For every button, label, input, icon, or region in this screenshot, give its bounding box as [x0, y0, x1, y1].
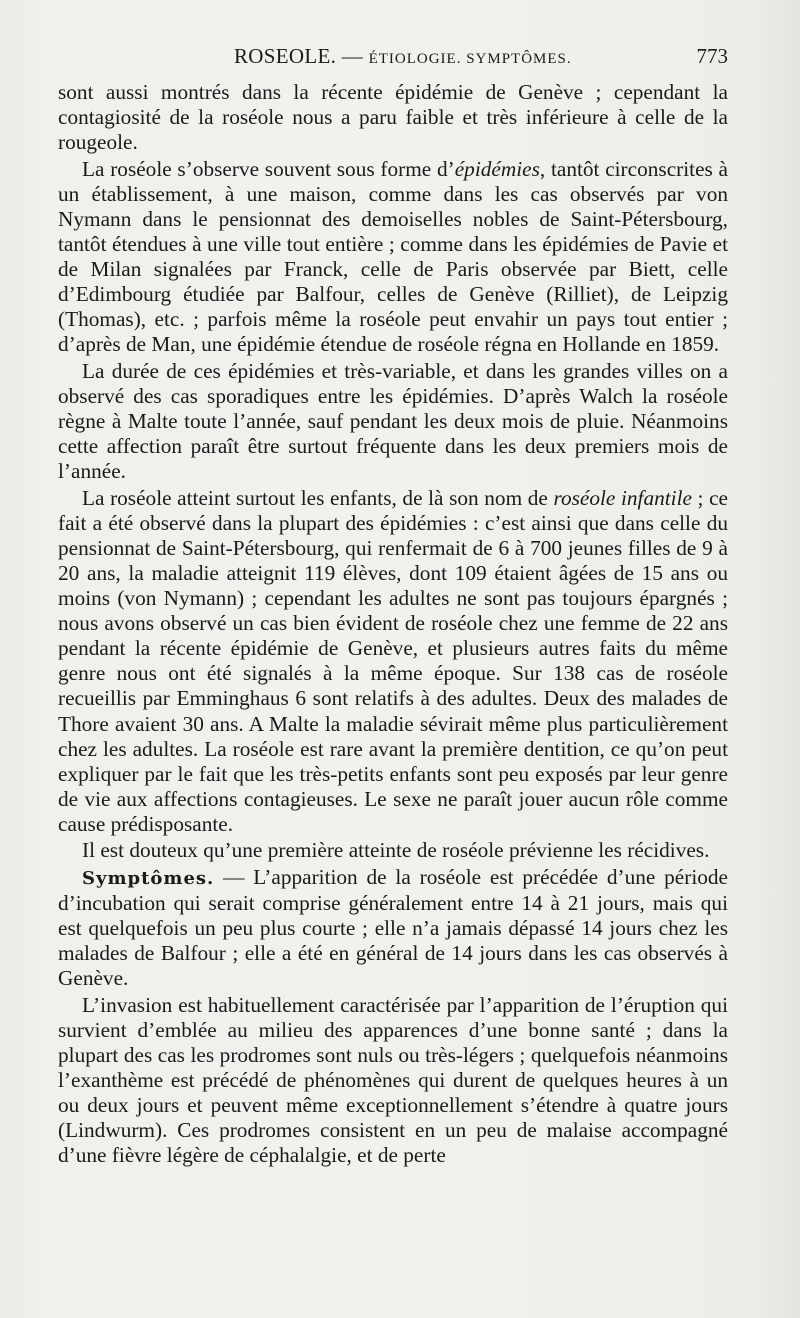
running-header: [58, 44, 728, 74]
paragraph-4-text-b: ; ce fait a été observé dans la plupart des épidémies : c’est ainsi que dans celle du pensionnat de Saint-Pétersbourg, qui renfermait de 6 à 700 jeunes filles de 9 à 20 ans, la maladie atteignit 119 élèves, dont 109 étaient âgées de 15 ans ou moins (von Nymann) ; cependant les adultes ne sont pas toujours épargnés ; nous avons observé un cas bien évident de roséole chez une femme de 22 ans pendant la récente épidémie de Genève, et plusieurs autres faits du même genre nous ont été signalés à la même époque. Sur 138 cas de roséole recueillis par Emminghaus 6 sont relatifs à des adultes. Deux des malades de Thore avaient 30 ans. A Malte la maladie sévirait même plus particulièrement chez les adultes. La roséole est rare avant la première dentition, ce qu’on peut expliquer par le fait que les très-petits enfants sont peu exposés par leur genre de vie aux affections contagieuses. Le sexe ne paraît jouer aucun rôle comme cause prédisposante.: [58, 485, 728, 836]
paragraph-5: Il est douteux qu’une première atteinte de roséole prévienne les récidives.: [82, 838, 710, 863]
paragraph-4: [58, 486, 728, 837]
paragraph-1: sont aussi montrés dans la récente épidémie de Genève ; cependant la contagiosité de la roséole nous a paru faible et très inférieure à celle de la rougeole.: [58, 80, 728, 155]
paragraph-2-text-a: La roséole s’observe souvent sous forme d’: [82, 156, 455, 181]
paragraph-6: [58, 865, 728, 991]
running-title-sub: ÉTIOLOGIE. SYMPTÔMES.: [368, 51, 572, 67]
paragraph-4-emphasis: roséole infantile: [553, 485, 692, 510]
running-title: [234, 44, 572, 69]
paragraph-7: L’invasion est habituellement caractérisée par l’apparition de l’éruption qui survient d’emblée au milieu des apparences d’une bonne santé ; dans la plupart des cas les prodromes sont nuls ou très-légers ; quelquefois néanmoins l’exanthème est précédé de phénomènes qui durent de quelques heures à un ou deux jours et peuvent même exceptionnellement s’étendre à quatre jours (Lindwurm). Ces prodromes consistent en un peu de malaise accompagné d’une fièvre légère de céphalalgie, et de perte: [58, 992, 728, 1168]
body-text: [58, 80, 728, 1168]
paragraph-2-text-b: , tantôt circonscrites à un établissement, à une maison, comme dans les cas observés par von Nymann dans le pensionnat des demoiselles nobles de Saint-Pétersbourg, tantôt étendues à une ville tout entière ; comme dans les épidémies de Pavie et de Milan signalées par Franck, celle de Paris observée par Biett, celle d’Edimbourg étudiée par Balfour, celles de Genève (Rilliet), de Leipzig (Thomas), etc. ; parfois même la roséole peut envahir un pays tout entier ; d’après de Man, une épidémie étendue de roséole régna en Hollande en 1859.: [58, 156, 728, 357]
paragraph-4-text-a: La roséole atteint surtout les enfants, de là son nom de: [82, 485, 554, 510]
paragraph-2: [58, 157, 728, 358]
paragraph-6-text: — L’apparition de la roséole est précédée d’une période d’incubation qui serait comprise généralement entre 14 à 21 jours, mais qui est quelquefois un peu plus courte ; elle n’a jamais dépassé 14 jours chez les malades de Balfour ; elle a été en général de 14 jours dans les cas observés à Genève.: [58, 864, 728, 991]
running-title-main: ROSEOLE. —: [234, 44, 369, 68]
section-heading-symptomes: Symptômes.: [82, 867, 215, 889]
page-number: 773: [696, 44, 728, 68]
paragraph-3: La durée de ces épidémies et très-variable, et dans les grandes villes on a observé des cas sporadiques entre les épidémies. D’après Walch la roséole règne à Malte toute l’année, sauf pendant les deux mois de pluie. Néanmoins cette affection paraît être surtout fréquente dans les deux premiers mois de l’année.: [58, 358, 728, 484]
paragraph-2-emphasis: épidémies: [454, 156, 540, 181]
